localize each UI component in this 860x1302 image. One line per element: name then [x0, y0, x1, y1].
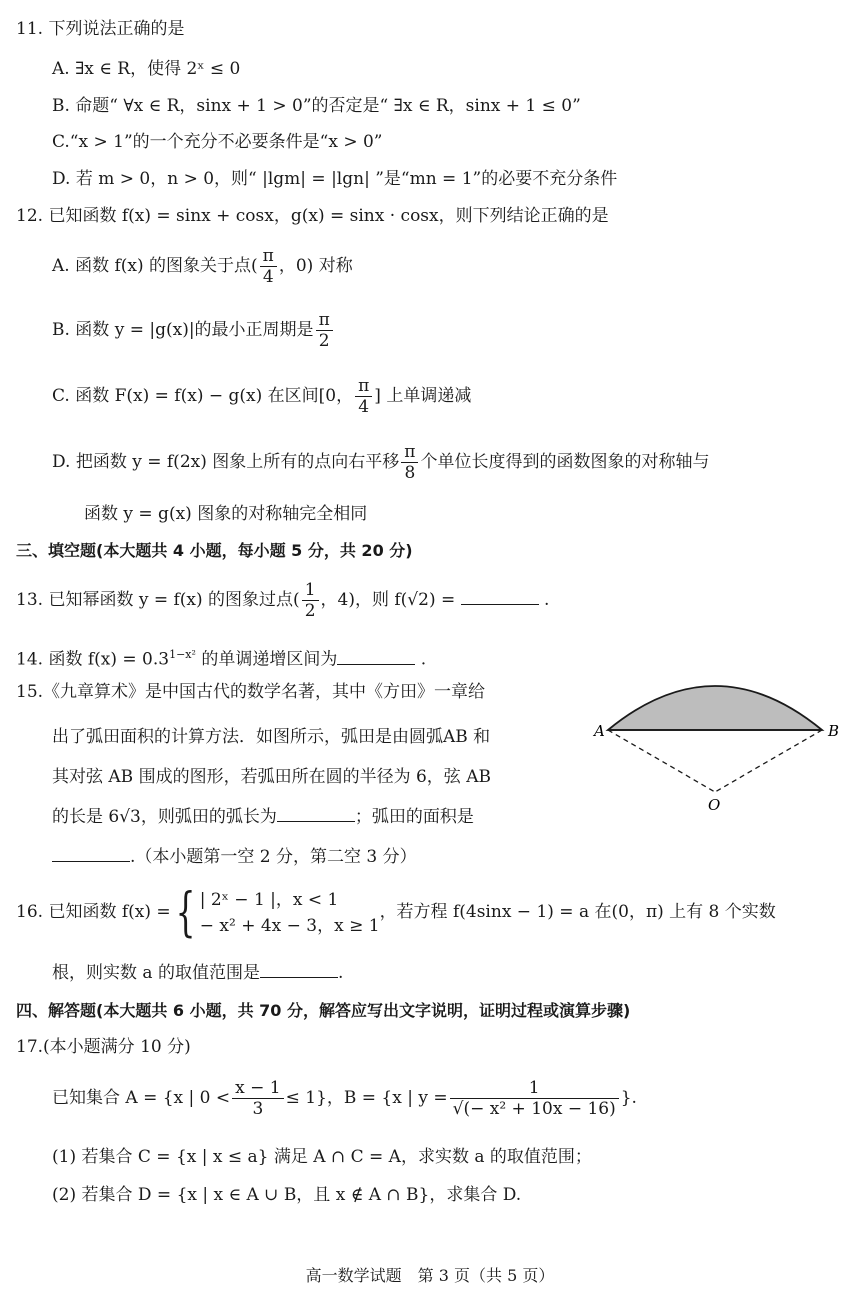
case-1: | 2ˣ − 1 |，x < 1 — [199, 889, 339, 910]
q17-set-text-end: }. — [620, 1088, 637, 1108]
arc-field-svg — [588, 680, 848, 820]
q15-line4 — [52, 806, 474, 828]
arc-field-figure — [588, 680, 848, 825]
q15-line2: 出了弧田面积的计算方法．如图所示，弧田是由圆弧AB 和 — [52, 727, 491, 747]
q12-option-b — [52, 308, 335, 352]
q11-option-d: D. 若 m > 0，n > 0，则“ |lgm| = |lgn| ”是“mn = 1”的必要不充分条件 — [52, 169, 618, 189]
q15-line4-text-end: ；弧田的面积是 — [354, 807, 474, 827]
q13: 13. 已知幂函数 y = f(x) 的图象过点( $\frac{1}{2}$ ，4)，则 f(√2) = . — [16, 580, 550, 621]
q13-text: 13. 已知幂函数 y = f(x) 的图象过点( — [16, 590, 300, 610]
q14: 14. 函数 $f(x) = 0.3^{1-x^2}$ 的单调递增区间为 . — [16, 648, 427, 670]
q12-d-text-end: 个单位长度得到的函数图象的对称轴与 — [420, 452, 710, 472]
answer-blank[interactable] — [260, 963, 338, 978]
label-a: A — [594, 722, 605, 740]
q17-set-text-mid: ≤ 1}，B = {x | y = — [285, 1088, 448, 1108]
fraction: $\frac{x - 1}{3}$ — [232, 1078, 283, 1119]
q13-text-mid: ，4)，则 f( — [320, 590, 408, 610]
arc-segment-shape — [608, 686, 822, 730]
q14-text-end: 的单调递增区间为 — [195, 649, 338, 670]
answer-blank[interactable] — [277, 807, 355, 822]
answer-blank[interactable] — [52, 847, 130, 862]
q12-stem: 12. 已知函数 f(x) = sinx + cosx，g(x) = sinx · cosx，则下列结论正确的是 — [16, 206, 609, 226]
q15-line1: 15.《九章算术》是中国古代的数学名著，其中《方田》一章给 — [16, 682, 486, 702]
label-o: O — [708, 796, 721, 814]
answer-blank[interactable] — [461, 590, 539, 605]
label-b: B — [828, 722, 840, 740]
q17-head: 17.(本小题满分 10 分) — [16, 1037, 191, 1057]
q15-line4-text: 的长是 6√3，则弧田的弧长为 — [52, 807, 277, 827]
fraction: $\frac{\pi}{8}$ — [401, 442, 418, 483]
radius-oa — [608, 730, 715, 792]
q11-option-c: C.“x > 1”的一个充分不必要条件是“x > 0” — [52, 132, 383, 152]
fraction: $\frac{1}{2}$ — [302, 580, 319, 621]
case-2: − x² + 4x − 3，x ≥ 1 — [199, 915, 380, 936]
q16-line2-text: 根，则实数 a 的取值范围是 — [52, 963, 260, 983]
section-3-heading: 三、填空题(本大题共 4 小题，每小题 5 分，共 20 分) — [16, 541, 413, 560]
q12-d-text: D. 把函数 y = f(2x) 图象上所有的点向右平移 — [52, 452, 400, 472]
section-4-heading: 四、解答题(本大题共 6 小题，共 70 分，解答应写出文字说明，证明过程或演算步骤) — [16, 1001, 631, 1020]
brace-icon: { — [175, 882, 196, 943]
q12-a-text-end: ，0) 对称 — [278, 256, 353, 276]
q17-set-text: 已知集合 A = {x | 0 < — [52, 1088, 231, 1108]
q17-sets — [52, 1074, 637, 1122]
q12-a-text: A. 函数 f(x) 的图象关于点( — [52, 256, 258, 276]
q14-text: 14. 函数 f(x) = 0.3 — [16, 649, 170, 670]
radius-ob — [715, 730, 822, 792]
q16-text: 16. 已知函数 f(x) = — [16, 902, 171, 922]
fraction: $\frac{\pi}{2}$ — [316, 310, 333, 351]
q15-line3: 其对弦 AB 围成的图形，若弧田所在圆的半径为 6，弦 AB — [52, 767, 491, 787]
q16-line2-end: . — [337, 963, 344, 983]
q15-line5 — [52, 846, 417, 868]
q13-text-end: ) = — [428, 590, 456, 610]
q12-b-text: B. 函数 y = |g(x)|的最小正周期是 — [52, 320, 314, 340]
q17-part1: (1) 若集合 C = {x | x ≤ a} 满足 A ∩ C = A，求实数 a 的取值范围； — [52, 1147, 592, 1167]
sqrt-two: √2 — [407, 590, 429, 610]
q17-part2: (2) 若集合 D = {x | x ∈ A ∪ B，且 x ∉ A ∩ B}，求集合 D. — [52, 1185, 522, 1205]
q16-text-end: ，若方程 f(4sinx − 1) = a 在(0，π) 上有 8 个实数 — [379, 902, 776, 922]
q14-exponent: 1−x² — [169, 648, 196, 661]
q11-stem: 11. 下列说法正确的是 — [16, 19, 185, 39]
q12-option-c — [52, 374, 471, 418]
page-footer: 高一数学试题 第 3 页（共 5 页） — [305, 1266, 555, 1285]
fraction: $\frac{\pi}{4}$ — [260, 246, 277, 287]
piecewise-cases — [200, 887, 380, 939]
q11-option-a: A. ∃x ∈ R，使得 2ˣ ≤ 0 — [52, 59, 241, 79]
fraction: $\frac{1}{\text{√(− x² + 10x − 16)}}$ — [450, 1078, 619, 1119]
fraction: $\frac{\pi}{4}$ — [355, 376, 372, 417]
q12-c-text: C. 函数 F(x) = f(x) − g(x) 在区间[0， — [52, 386, 354, 406]
q16-line2 — [52, 962, 343, 984]
q11-option-b: B. 命题“ ∀x ∈ R，sinx + 1 > 0”的否定是“ ∃x ∈ R，sinx + 1 ≤ 0” — [52, 96, 581, 116]
q15-line5-text: .（本小题第一空 2 分，第二空 3 分） — [130, 847, 417, 867]
q12-option-a — [52, 244, 353, 288]
answer-blank[interactable] — [337, 650, 415, 665]
q16 — [16, 882, 776, 942]
q12-c-text-end: ] 上单调递减 — [374, 386, 472, 406]
q12-option-d-line2: 函数 y = g(x) 图象的对称轴完全相同 — [84, 504, 368, 524]
q12-option-d — [52, 440, 709, 484]
